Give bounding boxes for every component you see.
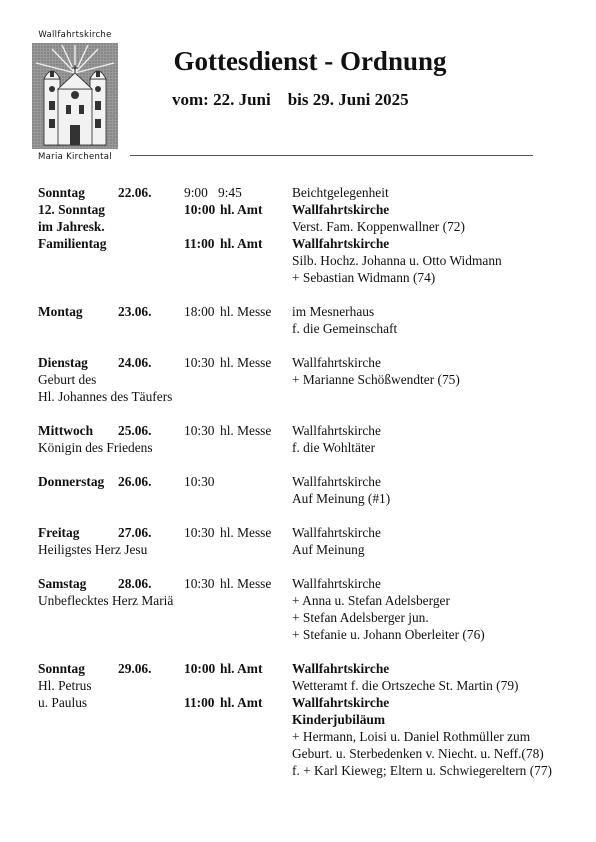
row-service-type: hl. Amt: [220, 202, 263, 217]
section-gap: [38, 405, 558, 422]
schedule-row: [38, 473, 558, 490]
schedule-row: [38, 388, 558, 405]
row-details: + Anna u. Stefan Adelsberger: [292, 593, 450, 608]
row-details: Wallfahrtskirche: [292, 695, 390, 710]
schedule-row: [38, 711, 558, 728]
page-title: Gottesdienst - Ordnung: [173, 46, 447, 76]
row-service-type: hl. Messe: [220, 576, 272, 591]
row-date: 28.06.: [118, 576, 152, 591]
schedule-row: [38, 490, 558, 507]
row-day: Familientag: [38, 236, 107, 251]
row-service-type: hl. Messe: [220, 423, 272, 438]
schedule-row: [38, 660, 558, 677]
schedule-row: [38, 609, 558, 626]
row-details: Wallfahrtskirche: [292, 355, 381, 370]
row-day: Donnerstag: [38, 474, 105, 489]
row-day: Geburt des: [38, 372, 97, 387]
row-details: + Hermann, Loisi u. Daniel Rothmüller zum: [292, 729, 531, 744]
schedule-row: [38, 252, 558, 269]
row-details: Wallfahrtskirche: [292, 423, 381, 438]
row-details: Geburt. u. Sterbedenken v. Niecht. u. Neff.(78): [292, 746, 544, 761]
row-date: 26.06.: [118, 474, 152, 489]
row-day: Montag: [38, 304, 83, 319]
row-details: + Marianne Schößwendter (75): [292, 372, 460, 387]
row-details: Wallfahrtskirche: [292, 474, 381, 489]
row-service-type: hl. Messe: [220, 304, 272, 319]
row-day: Dienstag: [38, 355, 88, 370]
schedule-row: [38, 184, 558, 201]
row-time: 10:30: [184, 576, 215, 591]
row-time: 10:00: [184, 202, 216, 217]
row-date: 25.06.: [118, 423, 152, 438]
row-day: u. Paulus: [38, 695, 88, 710]
schedule-row: [38, 439, 558, 456]
row-details: Beichtgelegenheit: [292, 185, 389, 200]
row-service-type: hl. Messe: [220, 525, 272, 540]
logo-top-text: Wallfahrtskirche: [38, 30, 112, 40]
schedule-row: [38, 524, 558, 541]
row-day: Hl. Petrus: [38, 678, 92, 693]
schedule-row: [38, 371, 558, 388]
date-range: vom: 22. Juni bis 29. Juni 2025: [172, 90, 409, 109]
service-schedule: [38, 184, 558, 779]
section-gap: [38, 507, 558, 524]
section-gap: [38, 643, 558, 660]
row-details: Auf Meinung: [292, 542, 365, 557]
row-date: 23.06.: [118, 304, 152, 319]
row-details: Auf Meinung (#1): [292, 491, 391, 506]
row-date: 27.06.: [118, 525, 152, 540]
row-details: f. die Gemeinschaft: [292, 321, 398, 336]
row-details: im Mesnerhaus: [292, 304, 375, 319]
row-day: Freitag: [38, 525, 80, 540]
row-time: 10:30: [184, 525, 215, 540]
row-details: Kinderjubiläum: [292, 712, 386, 727]
row-details: Wallfahrtskirche: [292, 661, 390, 676]
row-date: 29.06.: [118, 661, 152, 676]
row-details: + Sebastian Widmann (74): [292, 270, 436, 285]
schedule-row: [38, 626, 558, 643]
row-service-type: hl. Amt: [220, 236, 263, 251]
section-gap: [38, 558, 558, 575]
row-details: f. die Wohltäter: [292, 440, 376, 455]
row-details: Silb. Hochz. Johanna u. Otto Widmann: [292, 253, 502, 268]
row-time: 10:30: [184, 355, 215, 370]
schedule-row: [38, 235, 558, 252]
row-details: f. + Karl Kieweg; Eltern u. Schwiegereltern (77): [292, 763, 553, 778]
schedule-row: [38, 303, 558, 320]
header-divider: [130, 155, 533, 156]
row-details: Wallfahrtskirche: [292, 525, 381, 540]
row-date: 24.06.: [118, 355, 152, 370]
schedule-row: [38, 354, 558, 371]
row-day: Unbeflecktes Herz Mariä: [38, 593, 174, 608]
row-details: + Stefan Adelsberger jun.: [292, 610, 429, 625]
schedule-row: [38, 762, 558, 779]
row-details: Wetteramt f. die Ortszeche St. Martin (79): [292, 678, 519, 693]
row-time: 10:30: [184, 423, 215, 438]
row-details: Verst. Fam. Koppenwallner (72): [292, 219, 465, 234]
row-details: Wallfahrtskirche: [292, 236, 390, 251]
row-day: 12. Sonntag: [38, 202, 105, 217]
row-service-type: hl. Amt: [220, 695, 263, 710]
row-details: + Stefanie u. Johann Oberleiter (76): [292, 627, 485, 642]
row-time: 11:00: [184, 695, 215, 710]
schedule-row: [38, 592, 558, 609]
row-day: Mittwoch: [38, 423, 94, 438]
church-icon: [32, 43, 118, 149]
row-day: Sonntag: [38, 661, 85, 676]
row-day: Sonntag: [38, 185, 85, 200]
row-time: 10:00: [184, 661, 216, 676]
schedule-row: [38, 745, 558, 762]
row-details: Wallfahrtskirche: [292, 202, 390, 217]
row-service-type: hl. Amt: [220, 661, 263, 676]
schedule-row: [38, 201, 558, 218]
logo-bottom-text: Maria Kirchental: [38, 152, 112, 162]
schedule-row: [38, 218, 558, 235]
schedule-row: [38, 269, 558, 286]
row-day: Königin des Friedens: [38, 440, 153, 455]
row-time: 9:00: [184, 185, 208, 200]
row-service-type: hl. Messe: [220, 355, 272, 370]
section-gap: [38, 337, 558, 354]
schedule-row: [38, 575, 558, 592]
schedule-row: [38, 422, 558, 439]
section-gap: [38, 286, 558, 303]
row-time: 11:00: [184, 236, 215, 251]
parish-logo: [30, 30, 120, 166]
schedule-row: [38, 694, 558, 711]
schedule-row: [38, 677, 558, 694]
row-day: im Jahresk.: [38, 219, 105, 234]
schedule-row: [38, 541, 558, 558]
row-details: Wallfahrtskirche: [292, 576, 381, 591]
row-time: 10:30: [184, 474, 215, 489]
row-date: 22.06.: [118, 185, 152, 200]
row-time: 18:00: [184, 304, 215, 319]
row-day: Heiligstes Herz Jesu: [38, 542, 148, 557]
section-gap: [38, 456, 558, 473]
row-day: Hl. Johannes des Täufers: [38, 389, 173, 404]
row-service-type: 9:45: [218, 185, 242, 200]
schedule-row: [38, 728, 558, 745]
schedule-row: [38, 320, 558, 337]
row-day: Samstag: [38, 576, 87, 591]
